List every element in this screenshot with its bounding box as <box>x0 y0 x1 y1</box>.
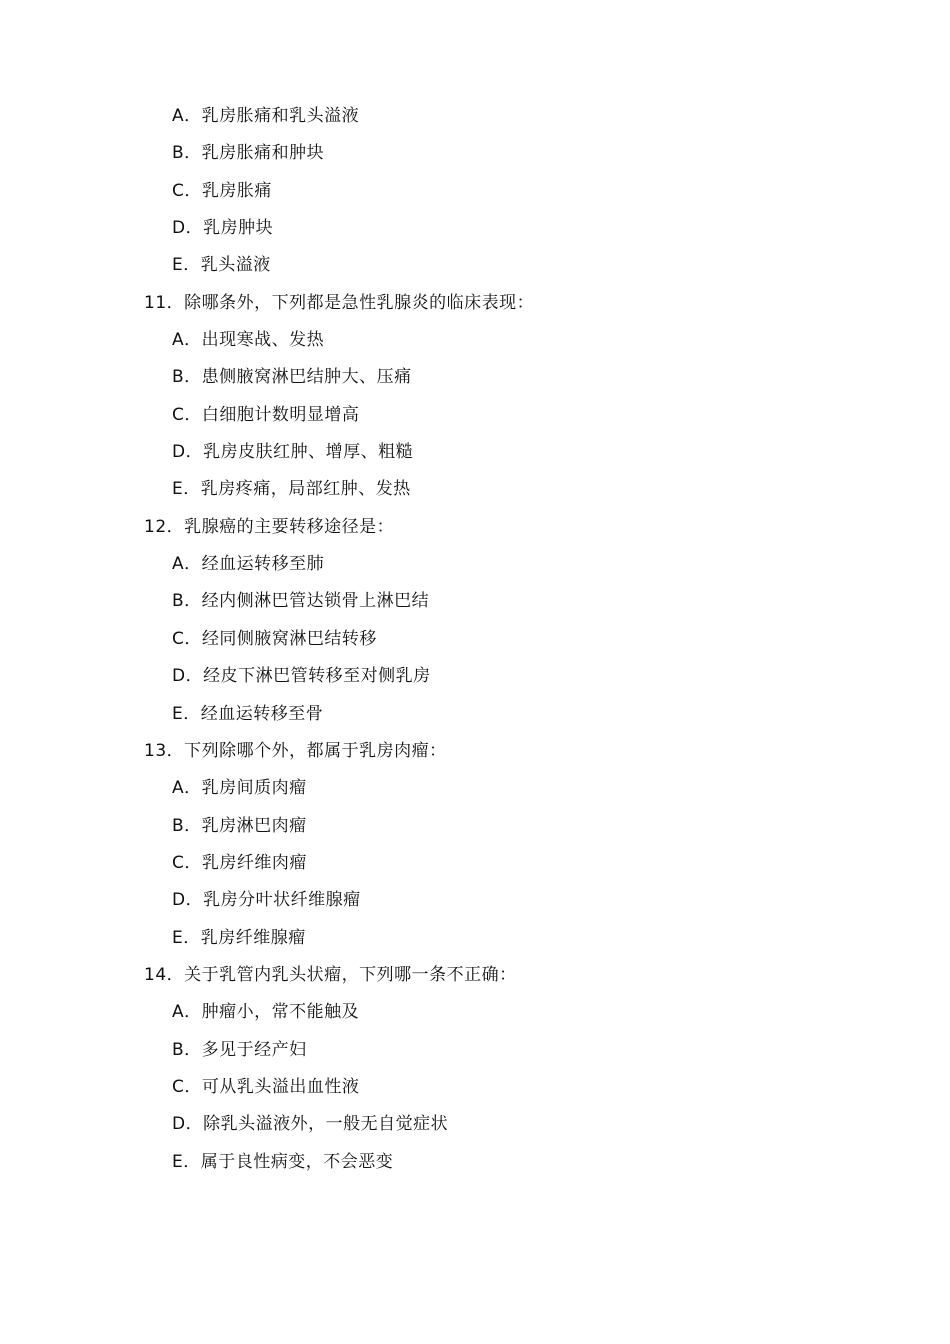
q10-option-c: C．乳房胀痛 <box>172 180 272 201</box>
q12-option-c: C．经同侧腋窝淋巴结转移 <box>172 628 377 649</box>
q11-option-d: D．乳房皮肤红肿、增厚、粗糙 <box>172 442 414 463</box>
question-14-stem: 14．关于乳管内乳头状瘤，下列哪一条不正确： <box>144 964 517 985</box>
q14-option-e: E．属于良性病变，不会恶变 <box>172 1151 394 1172</box>
q10-option-e: E．乳头溢液 <box>172 255 271 276</box>
q13-option-c: C．乳房纤维肉瘤 <box>172 852 307 873</box>
q11-option-a: A．出现寒战、发热 <box>172 330 325 351</box>
q14-option-a: A．肿瘤小，常不能触及 <box>172 1002 360 1023</box>
question-13-stem: 13．下列除哪个外，都属于乳房肉瘤： <box>144 740 447 761</box>
q10-option-a: A．乳房胀痛和乳头溢液 <box>172 106 360 126</box>
q13-option-e: E．乳房纤维腺瘤 <box>172 927 306 948</box>
q11-option-c: C．白细胞计数明显增高 <box>172 404 360 425</box>
q11-option-b: B．患侧腋窝淋巴结肿大、压痛 <box>172 367 412 388</box>
q13-option-a: A．乳房间质肉瘤 <box>172 778 307 799</box>
q10-option-b: B．乳房胀痛和肿块 <box>172 143 325 164</box>
q13-option-d: D．乳房分叶状纤维腺瘤 <box>172 890 361 911</box>
q10-option-d: D．乳房肿块 <box>172 218 274 239</box>
q12-option-b: B．经内侧淋巴管达锁骨上淋巴结 <box>172 591 430 612</box>
q14-option-d: D．除乳头溢液外，一般无自觉症状 <box>172 1114 449 1135</box>
q12-option-e: E．经血运转移至骨 <box>172 703 324 724</box>
question-12-stem: 12．乳腺癌的主要转移途径是： <box>144 516 395 537</box>
q12-option-a: A．经血运转移至肺 <box>172 554 325 575</box>
q13-option-b: B．乳房淋巴肉瘤 <box>172 815 307 836</box>
q14-option-b: B．多见于经产妇 <box>172 1039 307 1060</box>
q14-option-c: C．可从乳头溢出血性液 <box>172 1076 360 1097</box>
document-page <box>0 98 950 1181</box>
q11-option-e: E．乳房疼痛，局部红肿、发热 <box>172 479 411 500</box>
question-11-stem: 11．除哪条外，下列都是急性乳腺炎的临床表现： <box>144 292 535 313</box>
q12-option-d: D．经皮下淋巴管转移至对侧乳房 <box>172 666 431 687</box>
